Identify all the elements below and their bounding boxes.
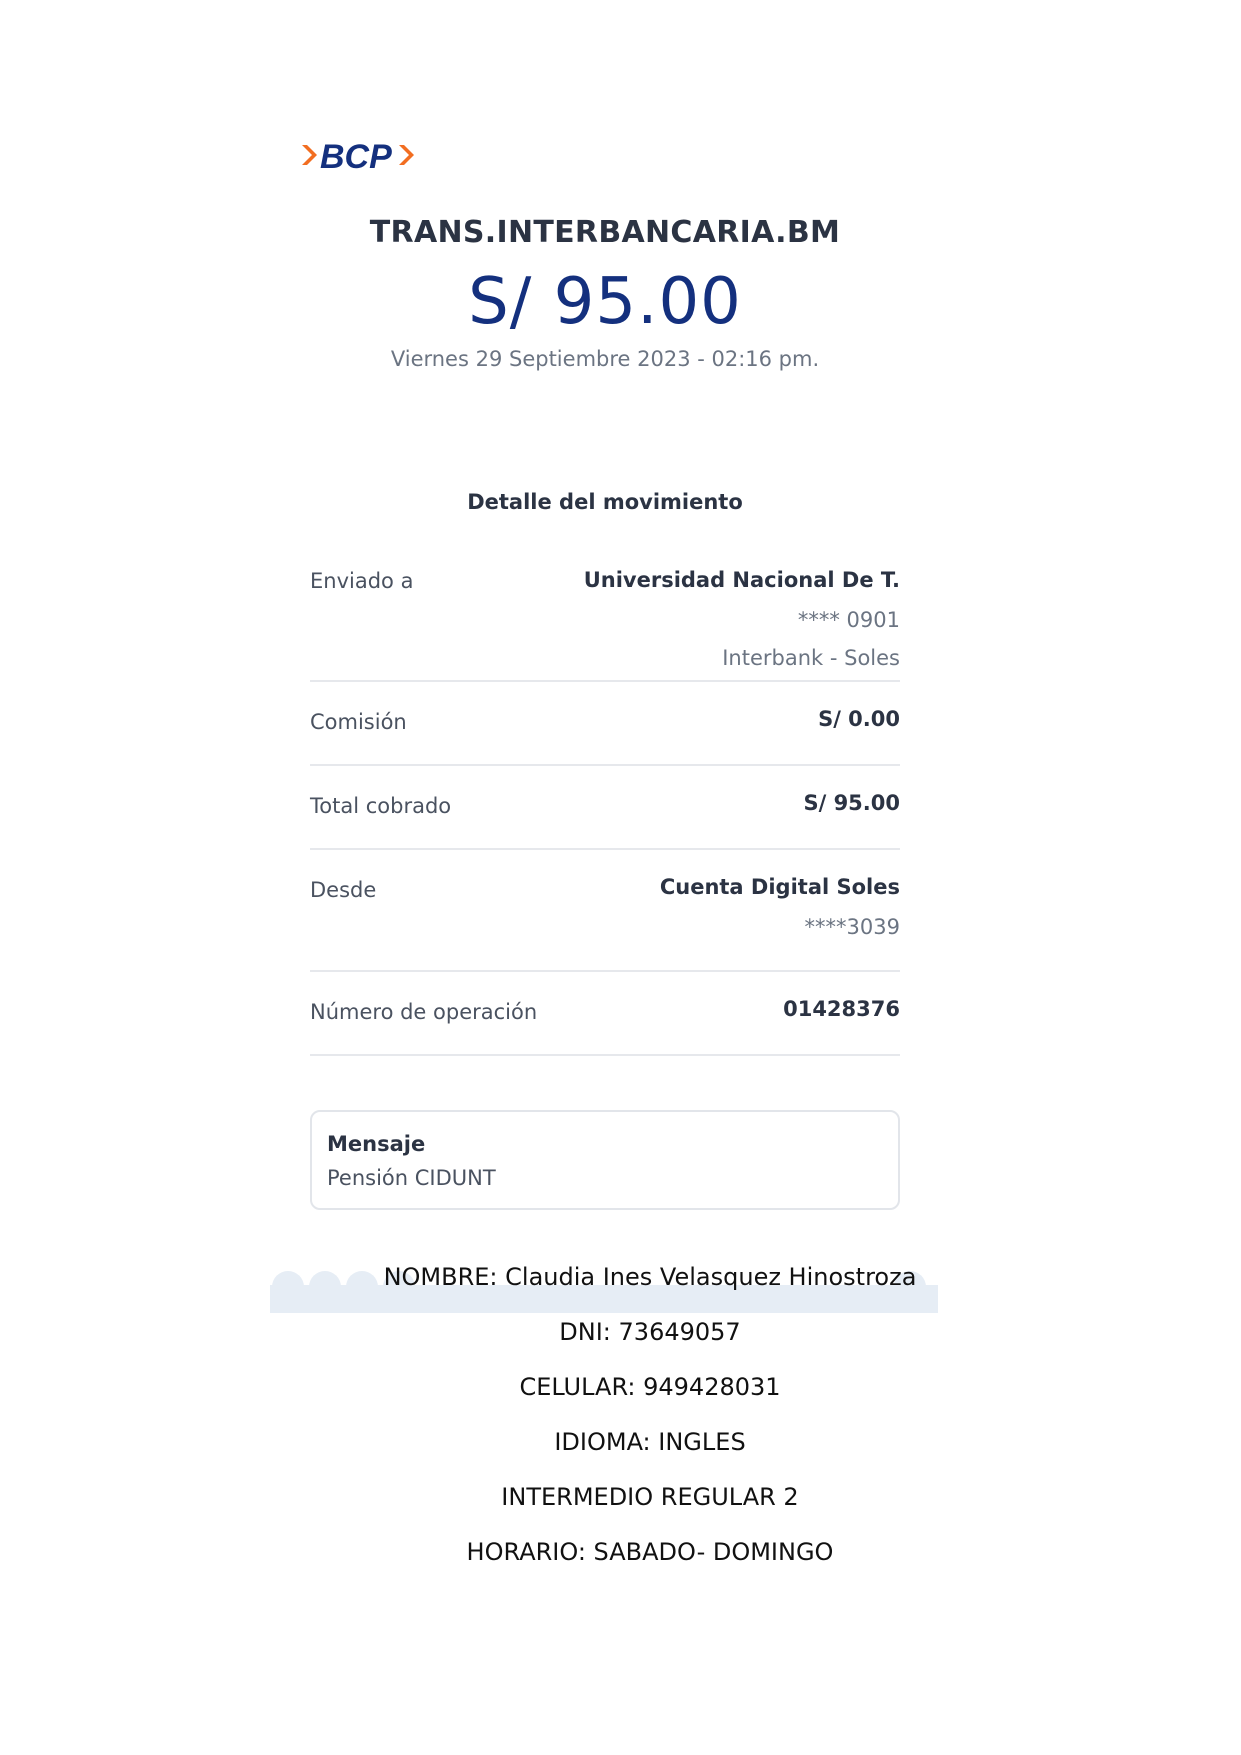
transaction-amount: S/ 95.00	[468, 265, 742, 339]
message-text: Pensión CIDUNT	[327, 1166, 496, 1190]
total-values	[803, 788, 900, 826]
source-account-number: ****3039	[804, 915, 900, 939]
comision-value: S/ 0.00	[818, 707, 900, 731]
detail-row-enviado	[310, 555, 900, 682]
message-label: Mensaje	[327, 1132, 426, 1156]
total-label: Total cobrado	[310, 794, 452, 818]
comision-label: Comisión	[310, 710, 407, 734]
student-schedule: HORARIO: SABADO- DOMINGO	[466, 1538, 834, 1566]
detail-row-total	[310, 766, 900, 850]
student-phone: CELULAR: 949428031	[519, 1373, 781, 1401]
recipient-account: **** 0901	[797, 608, 900, 632]
bcp-logo-text: BCP	[320, 138, 392, 175]
recipient-name: Universidad Nacional De T.	[583, 568, 900, 592]
enviado-values	[584, 565, 900, 679]
student-dni: DNI: 73649057	[559, 1318, 741, 1346]
total-value: S/ 95.00	[803, 791, 900, 815]
desde-values	[660, 872, 900, 948]
operacion-value: 01428376	[783, 997, 900, 1021]
enviado-label: Enviado a	[310, 569, 414, 593]
bcp-logo	[298, 135, 428, 175]
operacion-values	[783, 994, 900, 1032]
detail-row-desde	[310, 850, 900, 972]
detail-row-operacion	[310, 972, 900, 1056]
recipient-bank: Interbank - Soles	[722, 646, 900, 670]
student-level: INTERMEDIO REGULAR 2	[501, 1483, 799, 1511]
detail-list	[310, 555, 900, 1056]
source-account-name: Cuenta Digital Soles	[659, 875, 900, 899]
student-language: IDIOMA: INGLES	[554, 1428, 746, 1456]
comision-values	[818, 704, 900, 742]
desde-label: Desde	[310, 878, 377, 902]
student-info	[270, 1255, 1030, 1585]
student-name: NOMBRE: Claudia Ines Velasquez Hinostroza	[383, 1263, 917, 1291]
detail-row-comision	[310, 682, 900, 766]
transaction-title: TRANS.INTERBANCARIA.BM	[369, 215, 841, 250]
message-box	[310, 1110, 900, 1210]
detail-title: Detalle del movimiento	[467, 490, 743, 514]
operacion-label: Número de operación	[310, 1000, 538, 1024]
transaction-date: Viernes 29 Septiembre 2023 - 02:16 pm.	[390, 347, 820, 371]
